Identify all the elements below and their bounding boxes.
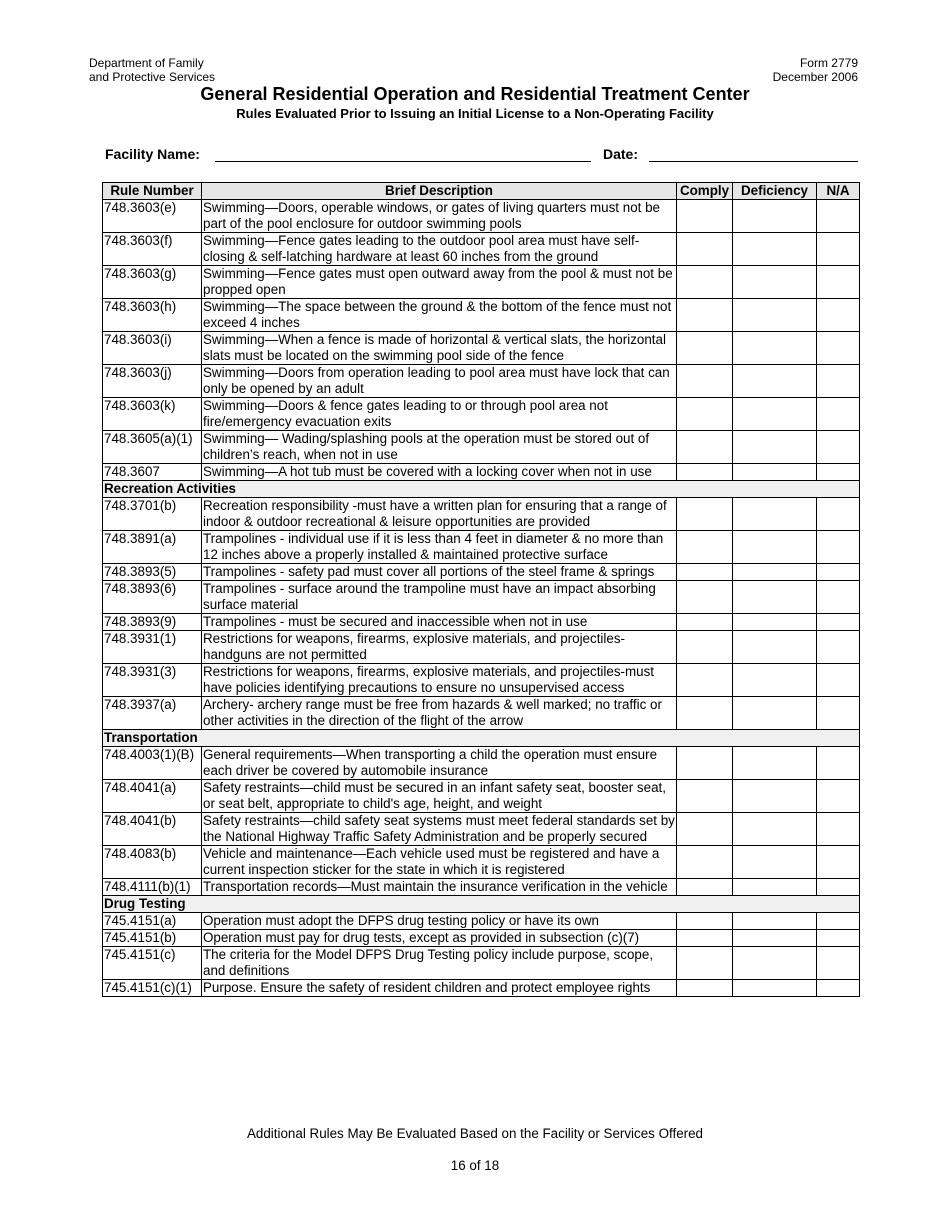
deficiency-cell[interactable]: [733, 266, 817, 299]
footer-note: Additional Rules May Be Evaluated Based on the Facility or Services Offered: [246, 1126, 703, 1141]
comply-cell[interactable]: [677, 431, 733, 464]
table-row: [103, 581, 860, 614]
rule-number-cell: 748.4041(b): [103, 813, 202, 846]
deficiency-cell[interactable]: [733, 747, 817, 780]
rule-number-cell: 748.3603(h): [103, 299, 202, 332]
rule-number-cell: 745.4151(b): [103, 930, 202, 947]
page-title: General Residential Operation and Residential Treatment Center: [200, 84, 750, 104]
rule-number-cell: 748.4041(a): [103, 780, 202, 813]
na-cell[interactable]: [817, 664, 860, 697]
na-cell[interactable]: [817, 581, 860, 614]
rule-description-cell: General requirements—When transporting a child the operation must ensure each driver be covered by automobile insurance: [202, 747, 677, 780]
page-number: 16 of 18: [450, 1158, 500, 1173]
na-cell[interactable]: [817, 564, 860, 581]
deficiency-cell[interactable]: [733, 913, 817, 930]
table-row: [103, 846, 860, 879]
rule-number-cell: 748.3603(i): [103, 332, 202, 365]
rule-number-cell: 748.4083(b): [103, 846, 202, 879]
comply-cell[interactable]: [677, 531, 733, 564]
table-row: [103, 614, 860, 631]
comply-cell[interactable]: [677, 930, 733, 947]
comply-cell[interactable]: [677, 398, 733, 431]
rule-description-cell: Recreation responsibility -must have a written plan for ensuring that a range of indoor & outdoor recreational & leisure opportunities are provided: [202, 498, 677, 531]
table-row: [103, 930, 860, 947]
rule-number-cell: 748.3603(j): [103, 365, 202, 398]
rule-description-cell: Operation must pay for drug tests, except as provided in subsection (c)(7): [202, 930, 677, 947]
rule-number-cell: 748.3931(1): [103, 631, 202, 664]
table-row: [103, 813, 860, 846]
comply-cell[interactable]: [677, 200, 733, 233]
na-cell[interactable]: [817, 431, 860, 464]
table-row: [103, 780, 860, 813]
rule-number-cell: 748.3603(e): [103, 200, 202, 233]
rule-description-cell: Safety restraints—child must be secured in an infant safety seat, booster seat, or seat belt, appropriate to child's age, height, and weight: [202, 780, 677, 813]
comply-cell[interactable]: [677, 498, 733, 531]
rule-description-cell: Swimming—When a fence is made of horizontal & vertical slats, the horizontal slats must be located on the swimming pool side of the fence: [202, 332, 677, 365]
rule-description-cell: Safety restraints—child safety seat systems must meet federal standards set by the National Highway Traffic Safety Administration and be properly secured: [203, 813, 675, 844]
page-subtitle: Rules Evaluated Prior to Issuing an Initial License to a Non-Operating Facility: [236, 106, 714, 121]
comply-cell[interactable]: [677, 697, 733, 730]
rule-number-cell: 748.3937(a): [103, 697, 202, 730]
deficiency-cell[interactable]: [733, 581, 817, 614]
comply-cell[interactable]: [677, 614, 733, 631]
rule-number-cell: 748.3603(g): [103, 266, 202, 299]
deficiency-cell[interactable]: [733, 398, 817, 431]
rule-number-cell: 745.4151(c)(1): [103, 980, 202, 997]
comply-cell[interactable]: [677, 980, 733, 997]
date-field[interactable]: [649, 161, 858, 162]
table-row: [103, 664, 860, 697]
comply-cell[interactable]: [677, 913, 733, 930]
date-label: Date:: [603, 146, 639, 162]
na-cell[interactable]: [817, 332, 860, 365]
comply-cell[interactable]: [677, 879, 733, 896]
table-row: [103, 747, 860, 780]
rule-description-cell: Archery- archery range must be free from hazards & well marked; no traffic or other activities in the direction of the flight of the arrow: [202, 697, 677, 730]
rule-description-cell: The criteria for the Model DFPS Drug Testing policy include purpose, scope, and definitions: [202, 947, 677, 980]
comply-cell[interactable]: [677, 233, 733, 266]
na-cell[interactable]: [817, 947, 860, 980]
comply-cell[interactable]: [677, 780, 733, 813]
table-row: [103, 980, 860, 997]
comply-cell[interactable]: [677, 332, 733, 365]
comply-cell[interactable]: [677, 631, 733, 664]
na-cell[interactable]: [817, 233, 860, 266]
na-cell[interactable]: [817, 299, 860, 332]
na-cell[interactable]: [817, 697, 860, 730]
column-header-brief-description: Brief Description: [202, 183, 677, 200]
rule-number-cell: 748.3893(6): [103, 581, 202, 614]
rule-number-cell: 748.3893(5): [103, 564, 202, 581]
deficiency-cell[interactable]: [733, 879, 817, 896]
section-header-row: [103, 481, 860, 498]
section-title: Transportation: [103, 730, 860, 747]
comply-cell[interactable]: [677, 266, 733, 299]
na-cell[interactable]: [817, 813, 860, 846]
deficiency-cell[interactable]: [733, 846, 817, 879]
rule-description-cell: Restrictions for weapons, firearms, explosive materials, and projectiles-handguns are not permitted: [202, 631, 677, 664]
rule-number-cell: 748.3603(f): [103, 233, 202, 266]
section-title: Recreation Activities: [103, 481, 860, 498]
na-cell[interactable]: [817, 846, 860, 879]
column-header-rule-number: Rule Number: [103, 183, 202, 200]
comply-cell[interactable]: [677, 464, 733, 481]
rule-description-cell: Swimming—Fence gates must open outward away from the pool & must not be propped open: [202, 266, 677, 299]
rule-number-cell: 748.4111(b)(1): [103, 879, 202, 896]
rule-description-cell: Swimming—Fence gates leading to the outdoor pool area must have self-closing & self-latching hardware at least 60 inches from the ground: [202, 233, 677, 266]
rule-description-cell: Restrictions for weapons, firearms, explosive materials, and projectiles-must have policies identifying precautions to ensure no unsupervised access: [202, 664, 677, 697]
rule-description-cell: Operation must adopt the DFPS drug testing policy or have its own: [202, 913, 677, 930]
rule-number-cell: 748.3931(3): [103, 664, 202, 697]
rules-table-body: [103, 200, 860, 997]
na-cell[interactable]: [817, 266, 860, 299]
table-row: [103, 332, 860, 365]
comply-cell[interactable]: [677, 299, 733, 332]
na-cell[interactable]: [817, 498, 860, 531]
rule-description-cell: Transportation records—Must maintain the insurance verification in the vehicle: [202, 879, 677, 896]
deficiency-cell[interactable]: [733, 947, 817, 980]
deficiency-cell[interactable]: [733, 233, 817, 266]
na-cell[interactable]: [817, 913, 860, 930]
column-header-na: N/A: [817, 183, 860, 200]
deficiency-cell[interactable]: [733, 780, 817, 813]
deficiency-cell[interactable]: [733, 332, 817, 365]
rule-number-cell: 748.4003(1)(B): [103, 747, 202, 780]
deficiency-cell[interactable]: [733, 564, 817, 581]
table-row: [103, 498, 860, 531]
deficiency-cell[interactable]: [733, 464, 817, 481]
na-cell[interactable]: [817, 631, 860, 664]
na-cell[interactable]: [817, 200, 860, 233]
department-header: [89, 56, 215, 84]
na-cell[interactable]: [817, 398, 860, 431]
column-header-comply: Comply: [677, 183, 733, 200]
table-row: [103, 299, 860, 332]
na-cell[interactable]: [817, 780, 860, 813]
table-row: [103, 431, 860, 464]
na-cell[interactable]: [817, 464, 860, 481]
table-row: [103, 464, 860, 481]
department-line-1: Department of Family: [89, 56, 204, 70]
section-title: Drug Testing: [103, 896, 860, 913]
rule-number-cell: 748.3605(a)(1): [103, 431, 202, 464]
section-header-row: [103, 730, 860, 747]
rules-table: [102, 182, 860, 997]
deficiency-cell[interactable]: [733, 299, 817, 332]
rule-description-cell: Trampolines - must be secured and inaccessible when not in use: [202, 614, 677, 631]
deficiency-cell[interactable]: [733, 531, 817, 564]
na-cell[interactable]: [817, 747, 860, 780]
na-cell[interactable]: [817, 614, 860, 631]
table-row: [103, 947, 860, 980]
rule-number-cell: 748.3893(9): [103, 614, 202, 631]
rule-description-cell: Swimming— Wading/splashing pools at the operation must be stored out of children’s reach, when not in use: [202, 431, 677, 464]
deficiency-cell[interactable]: [733, 980, 817, 997]
comply-cell[interactable]: [677, 947, 733, 980]
table-row: [103, 564, 860, 581]
table-row: [103, 531, 860, 564]
rule-description-cell: Trampolines - safety pad must cover all portions of the steel frame & springs: [202, 564, 677, 581]
deficiency-cell[interactable]: [733, 365, 817, 398]
deficiency-cell[interactable]: [733, 631, 817, 664]
table-row: [103, 879, 860, 896]
rule-description-cell: Vehicle and maintenance—Each vehicle used must be registered and have a current inspection sticker for the state in which it is registered: [202, 846, 677, 879]
rule-description-cell: Trampolines - surface around the trampoline must have an impact absorbing surface material: [202, 581, 677, 614]
rule-description-cell: Swimming—Doors from operation leading to pool area must have lock that can only be opened by an adult: [202, 365, 677, 398]
rule-description-cell: Trampolines - individual use if it is less than 4 feet in diameter & no more than 12 inches above a properly installed & maintained protective surface: [202, 531, 677, 564]
na-cell[interactable]: [817, 879, 860, 896]
table-row: [103, 200, 860, 233]
deficiency-cell[interactable]: [733, 498, 817, 531]
rule-number-cell: 748.3607: [103, 464, 202, 481]
deficiency-cell[interactable]: [733, 200, 817, 233]
rule-description-cell: Purpose. Ensure the safety of resident children and protect employee rights: [202, 980, 677, 997]
comply-cell[interactable]: [677, 365, 733, 398]
form-header: [773, 56, 858, 84]
form-date: December 2006: [772, 70, 858, 84]
rule-number-cell: 748.3701(b): [103, 498, 202, 531]
comply-cell[interactable]: [677, 664, 733, 697]
table-row: [103, 631, 860, 664]
rule-number-cell: 748.3603(k): [103, 398, 202, 431]
section-header-row: [103, 896, 860, 913]
na-cell[interactable]: [817, 930, 860, 947]
table-row: [103, 398, 860, 431]
rule-description-cell: Swimming—Doors & fence gates leading to or through pool area not fire/emergency evacuation exits: [202, 398, 677, 431]
comply-cell[interactable]: [677, 581, 733, 614]
form-number: Form 2779: [799, 56, 858, 70]
deficiency-cell[interactable]: [733, 664, 817, 697]
table-row: [103, 365, 860, 398]
department-line-2: and Protective Services: [89, 70, 216, 84]
na-cell[interactable]: [817, 980, 860, 997]
comply-cell[interactable]: [677, 813, 733, 846]
rule-number-cell: 745.4151(c): [103, 947, 202, 980]
table-row: [103, 697, 860, 730]
table-row: [103, 233, 860, 266]
na-cell[interactable]: [817, 531, 860, 564]
facility-name-label: Facility Name:: [105, 146, 200, 162]
table-row: [103, 266, 860, 299]
table-row: [103, 913, 860, 930]
deficiency-cell[interactable]: [733, 930, 817, 947]
deficiency-cell[interactable]: [733, 431, 817, 464]
rule-description-cell: Swimming—A hot tub must be covered with a locking cover when not in use: [202, 464, 677, 481]
comply-cell[interactable]: [677, 564, 733, 581]
na-cell[interactable]: [817, 365, 860, 398]
deficiency-cell[interactable]: [733, 614, 817, 631]
rule-number-cell: 745.4151(a): [103, 913, 202, 930]
rule-number-cell: 748.3891(a): [103, 531, 202, 564]
deficiency-cell[interactable]: [733, 697, 817, 730]
column-header-deficiency: Deficiency: [733, 183, 817, 200]
facility-name-field[interactable]: [215, 161, 591, 162]
comply-cell[interactable]: [677, 747, 733, 780]
table-header-row: [103, 183, 860, 200]
deficiency-cell[interactable]: [733, 813, 817, 846]
comply-cell[interactable]: [677, 846, 733, 879]
rule-description-cell: Swimming—Doors, operable windows, or gates of living quarters must not be part of the pool enclosure for outdoor swimming pools: [202, 200, 677, 233]
rule-description-cell: Swimming—The space between the ground & the bottom of the fence must not exceed 4 inches: [202, 299, 677, 332]
